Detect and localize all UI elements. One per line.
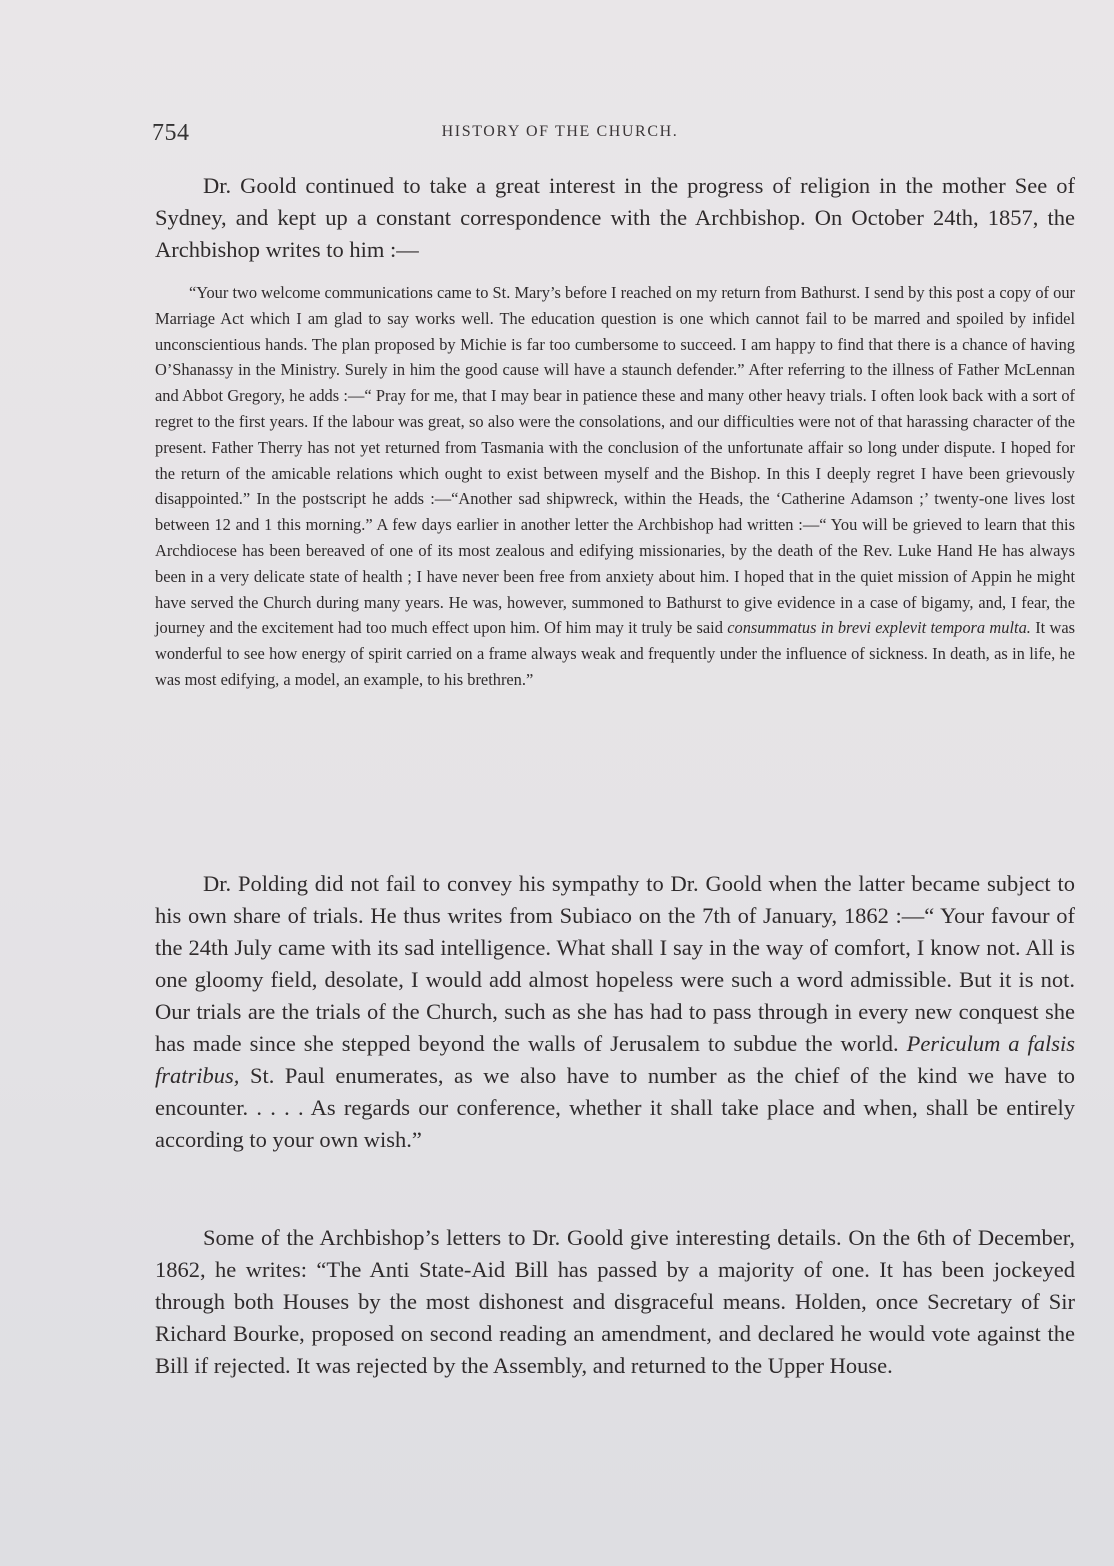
- page-number: 754: [152, 120, 190, 146]
- latin-phrase-consummatus: consummatus in brevi explevit tempora multa.: [727, 618, 1031, 638]
- paragraph-letters-text: Some of the Archbishop’s letters to Dr. Goold give interesting details. On the 6th of December, 1862, he writes: “The Anti State-Aid Bill has passed by a majority of one. It has been jockeyed through both Houses by the most dishonest and disgraceful means. Holden, once Secretary of Sir Richard Bourke, proposed on second reading an amendment, and declared he would vote against the Bill if rejected. It was rejected by the Assembly, and returned to the Upper House.: [155, 1225, 1075, 1378]
- paragraph-polding: [155, 868, 1075, 1156]
- paragraph-polding-part-a: Dr. Polding did not fail to convey his sympathy to Dr. Goold when the latter became subject to his own share of trials. He thus writes from Subiaco on the 7th of January, 1862 :—“ Your favour of the 24th July came with its sad intelligence. What shall I say in the way of comfort, I know not. All is one gloomy field, desolate, I would add almost hopeless were such a word admissible. But it is not. Our trials are the trials of the Church, such as she has had to pass through in every new conquest she has made since she stepped beyond the walls of Jerusalem to subdue the world.: [155, 871, 1075, 1056]
- paragraph-polding-part-b: St. Paul enumerates, as we also have to number as the chief of the kind we have to encounter. . . . . As regards our conference, whether it shall take place and when, shall be entirely according to your own wish.”: [155, 1063, 1075, 1152]
- paragraph-polding-text: [155, 868, 1075, 1156]
- paragraph-intro: [155, 170, 1075, 266]
- quoted-letter-part-b: It was wonderful to see how energy of spirit carried on a frame always weak and frequently under the influence of sickness. In death, as in life, he was most edifying, a model, an example, to his brethren.”: [155, 618, 1075, 689]
- quoted-letter: [155, 280, 1075, 693]
- paragraph-intro-text: Dr. Goold continued to take a great interest in the progress of religion in the mother See of Sydney, and kept up a constant correspondence with the Archbishop. On October 24th, 1857, the Archbishop writes to him :—: [155, 173, 1075, 262]
- running-head: HISTORY OF THE CHURCH.: [441, 123, 679, 140]
- quoted-letter-text: [155, 280, 1075, 693]
- paragraph-letters: [155, 1222, 1075, 1382]
- quoted-letter-part-a: “Your two welcome communications came to St. Mary’s before I reached on my return from Bathurst. I send by this post a copy of our Marriage Act which I am glad to say works well. The education question is one which cannot fail to be marred and spoiled by infidel unconscientious hands. The plan proposed by Michie is far too cumbersome to succeed. I am happy to find that there is a chance of having O’Shanassy in the Ministry. Surely in him the good cause will have a staunch defender.” After referring to the illness of Father McLennan and Abbot Gregory, he adds :—“ Pray for me, that I may bear in patience these and many other heavy trials. I often look back with a sort of regret to the first years. If the labour was great, so also were the consolations, and our difficulties were not of that harassing character of the present. Father Therry has not yet returned from Tasmania with the conclusion of the unfortunate affair so long under dispute. I hoped for the return of the amicable relations which ought to exist between myself and the Bishop. In this I deeply regret I have been grievously disappointed.” In the postscript he adds :—“Another sad shipwreck, within the Heads, the ‘Catherine Adamson ;’ twenty-one lives lost between 12 and 1 this morning.” A few days earlier in another letter the Archbishop had written :—“ You will be grieved to learn that this Archdiocese has been bereaved of one of its most zealous and edifying missionaries, by the death of the Rev. Luke Hand He has always been in a very delicate state of health ; I have never been free from anxiety about him. I hoped that in the quiet mission of Appin he might have served the Church during many years. He was, however, summoned to Bathurst to give evidence in a case of bigamy, and, I fear, the journey and the excitement had too much effect upon him. Of him may it truly be said: [155, 283, 1075, 638]
- latin-phrase-periculum: Periculum a falsis fratribus,: [155, 1031, 1076, 1088]
